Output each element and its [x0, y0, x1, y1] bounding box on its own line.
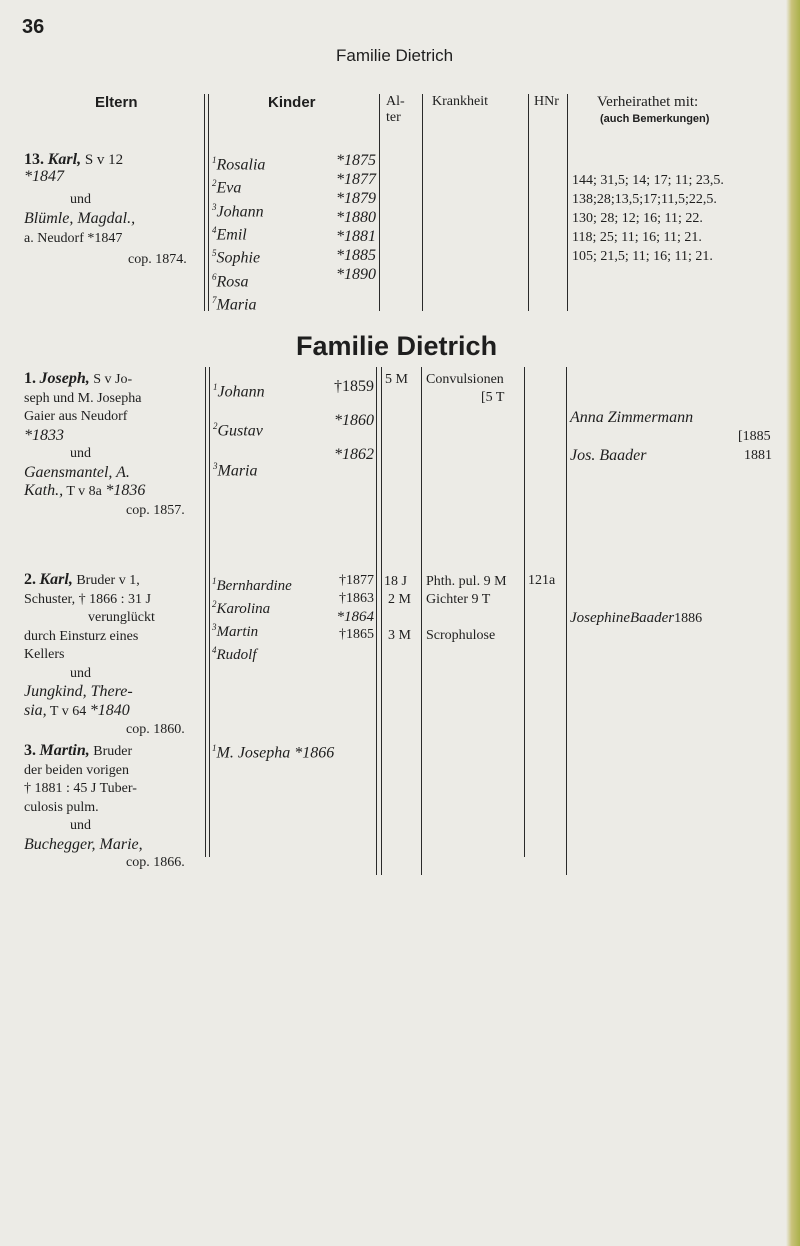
child-row: $^3$Martin — [212, 622, 259, 640]
rule-low-1 — [205, 367, 206, 857]
child-row: $^5$Sophie — [212, 248, 261, 267]
entry13-head: 13. Karl, S v 12 — [24, 151, 124, 168]
entry1-age: 5 M — [385, 372, 408, 387]
header-hnr: HNr — [534, 94, 559, 109]
header-parents: Eltern — [95, 94, 138, 111]
rule-top-4 — [528, 94, 529, 311]
entry13-children-names — [212, 151, 265, 314]
child-row: $^2$Eva — [212, 178, 242, 197]
page-edge-discoloration — [786, 0, 800, 1246]
header-illness: Krankheit — [432, 94, 488, 109]
entry1-illness-2: [5 T — [481, 390, 505, 405]
entry13-children-years: *1875 *1877 *1879 *1880 *1881 *1885 *1890 — [336, 152, 376, 283]
entry1-children-years: †1859 *1860 *1862 — [334, 378, 374, 463]
page-number: 36 — [22, 16, 45, 38]
entry1-married-1: Anna Zimmermann — [570, 409, 694, 426]
entry3-parents: 3. Martin, Bruder der beiden vorigen † 1881 : 45 J Tuber- culosis pulm. und Buchegger, Marie, cop. 1866. — [24, 742, 185, 870]
entry1-children-names — [213, 370, 265, 488]
child-row: $^1$Bernhardine — [212, 576, 292, 594]
entry2-children-names — [212, 572, 292, 664]
entry3-child: $^1$M. Josepha *1866 — [212, 743, 335, 762]
entry2-parents: 2. Karl, Bruder v 1, Schuster, † 1866 : 31 J verunglückt durch Einsturz eines Kellers und Jungkind, There- sia, T v 64 *1840 cop. 1860. — [24, 571, 185, 737]
entry1-married-4: 1881 — [744, 448, 772, 463]
child-row: $^3$Maria — [213, 460, 258, 479]
child-row: $^2$Karolina — [212, 599, 271, 617]
rule-top-3 — [422, 94, 423, 311]
rule-low-2b — [381, 367, 382, 875]
entry2-illnesses: Phth. pul. 9 M Gichter 9 T Scrophulose — [426, 574, 507, 643]
header-married-note: (auch Bemerkungen) — [600, 113, 710, 125]
header-married: Verheirathet mit: — [597, 94, 699, 110]
section-title: Familie Dietrich — [296, 331, 498, 361]
child-row: $^4$Emil — [212, 224, 247, 244]
entry2-married: JosephineBaader1886 — [570, 610, 703, 626]
entry13-born: *1847 — [24, 168, 64, 185]
child-row: $^4$Rudolf — [212, 645, 257, 663]
entry2-hnr: 121a — [528, 573, 556, 588]
child-row: $^3$Johann — [212, 201, 264, 220]
entry13-place: a. Neudorf *1847 — [24, 231, 123, 246]
child-row: $^1$Johann — [213, 382, 265, 401]
entry1-married-2: [1885 — [738, 429, 771, 444]
header-children: Kinder — [268, 94, 316, 111]
entry2-ages: 18 J 2 M 3 M — [384, 574, 411, 643]
entry1-married-3: Jos. Baader — [570, 447, 647, 464]
rule-low-5 — [566, 367, 567, 875]
entry1-parents: 1. Joseph, S v Jo- seph und M. Josepha Gaier aus Neudorf *1833 und Gaensmantel, A. Kath., T v 8a *1836 cop. 1857. — [24, 370, 185, 518]
rule-top-1b — [208, 94, 209, 311]
rule-low-1b — [209, 367, 210, 857]
rule-low-2 — [376, 367, 377, 875]
entry13-cop: cop. 1874. — [128, 252, 187, 267]
entry13-wife: Blümle, Magdal., — [24, 210, 136, 227]
header-age: Al- ter — [386, 94, 405, 125]
running-title: Familie Dietrich — [336, 46, 454, 65]
rule-top-2 — [379, 94, 380, 311]
rule-top-5 — [567, 94, 568, 311]
rule-low-4 — [524, 367, 525, 857]
entry1-illness: Convulsionen — [426, 372, 504, 387]
entry13-und: und — [70, 192, 91, 207]
child-row: $^1$Rosalia — [212, 155, 266, 174]
rule-low-3 — [421, 367, 422, 875]
child-row: $^7$Maria — [212, 294, 257, 314]
entry2-children-years: †1877 †1863 *1864 †1865 — [336, 573, 374, 642]
entry13-married-lines: 144; 31,5; 14; 17; 11; 23,5. 138;28;13,5;17;11,5;22,5. 130; 28; 12; 16; 11; 22. 118; 25; 11; 16; 11; 21. 105; 21,5; 11; 16; 11; 21. — [572, 173, 724, 264]
child-row: $^2$Gustav — [213, 421, 263, 440]
rule-top-1 — [204, 94, 205, 311]
child-row: $^6$Rosa — [212, 271, 249, 290]
